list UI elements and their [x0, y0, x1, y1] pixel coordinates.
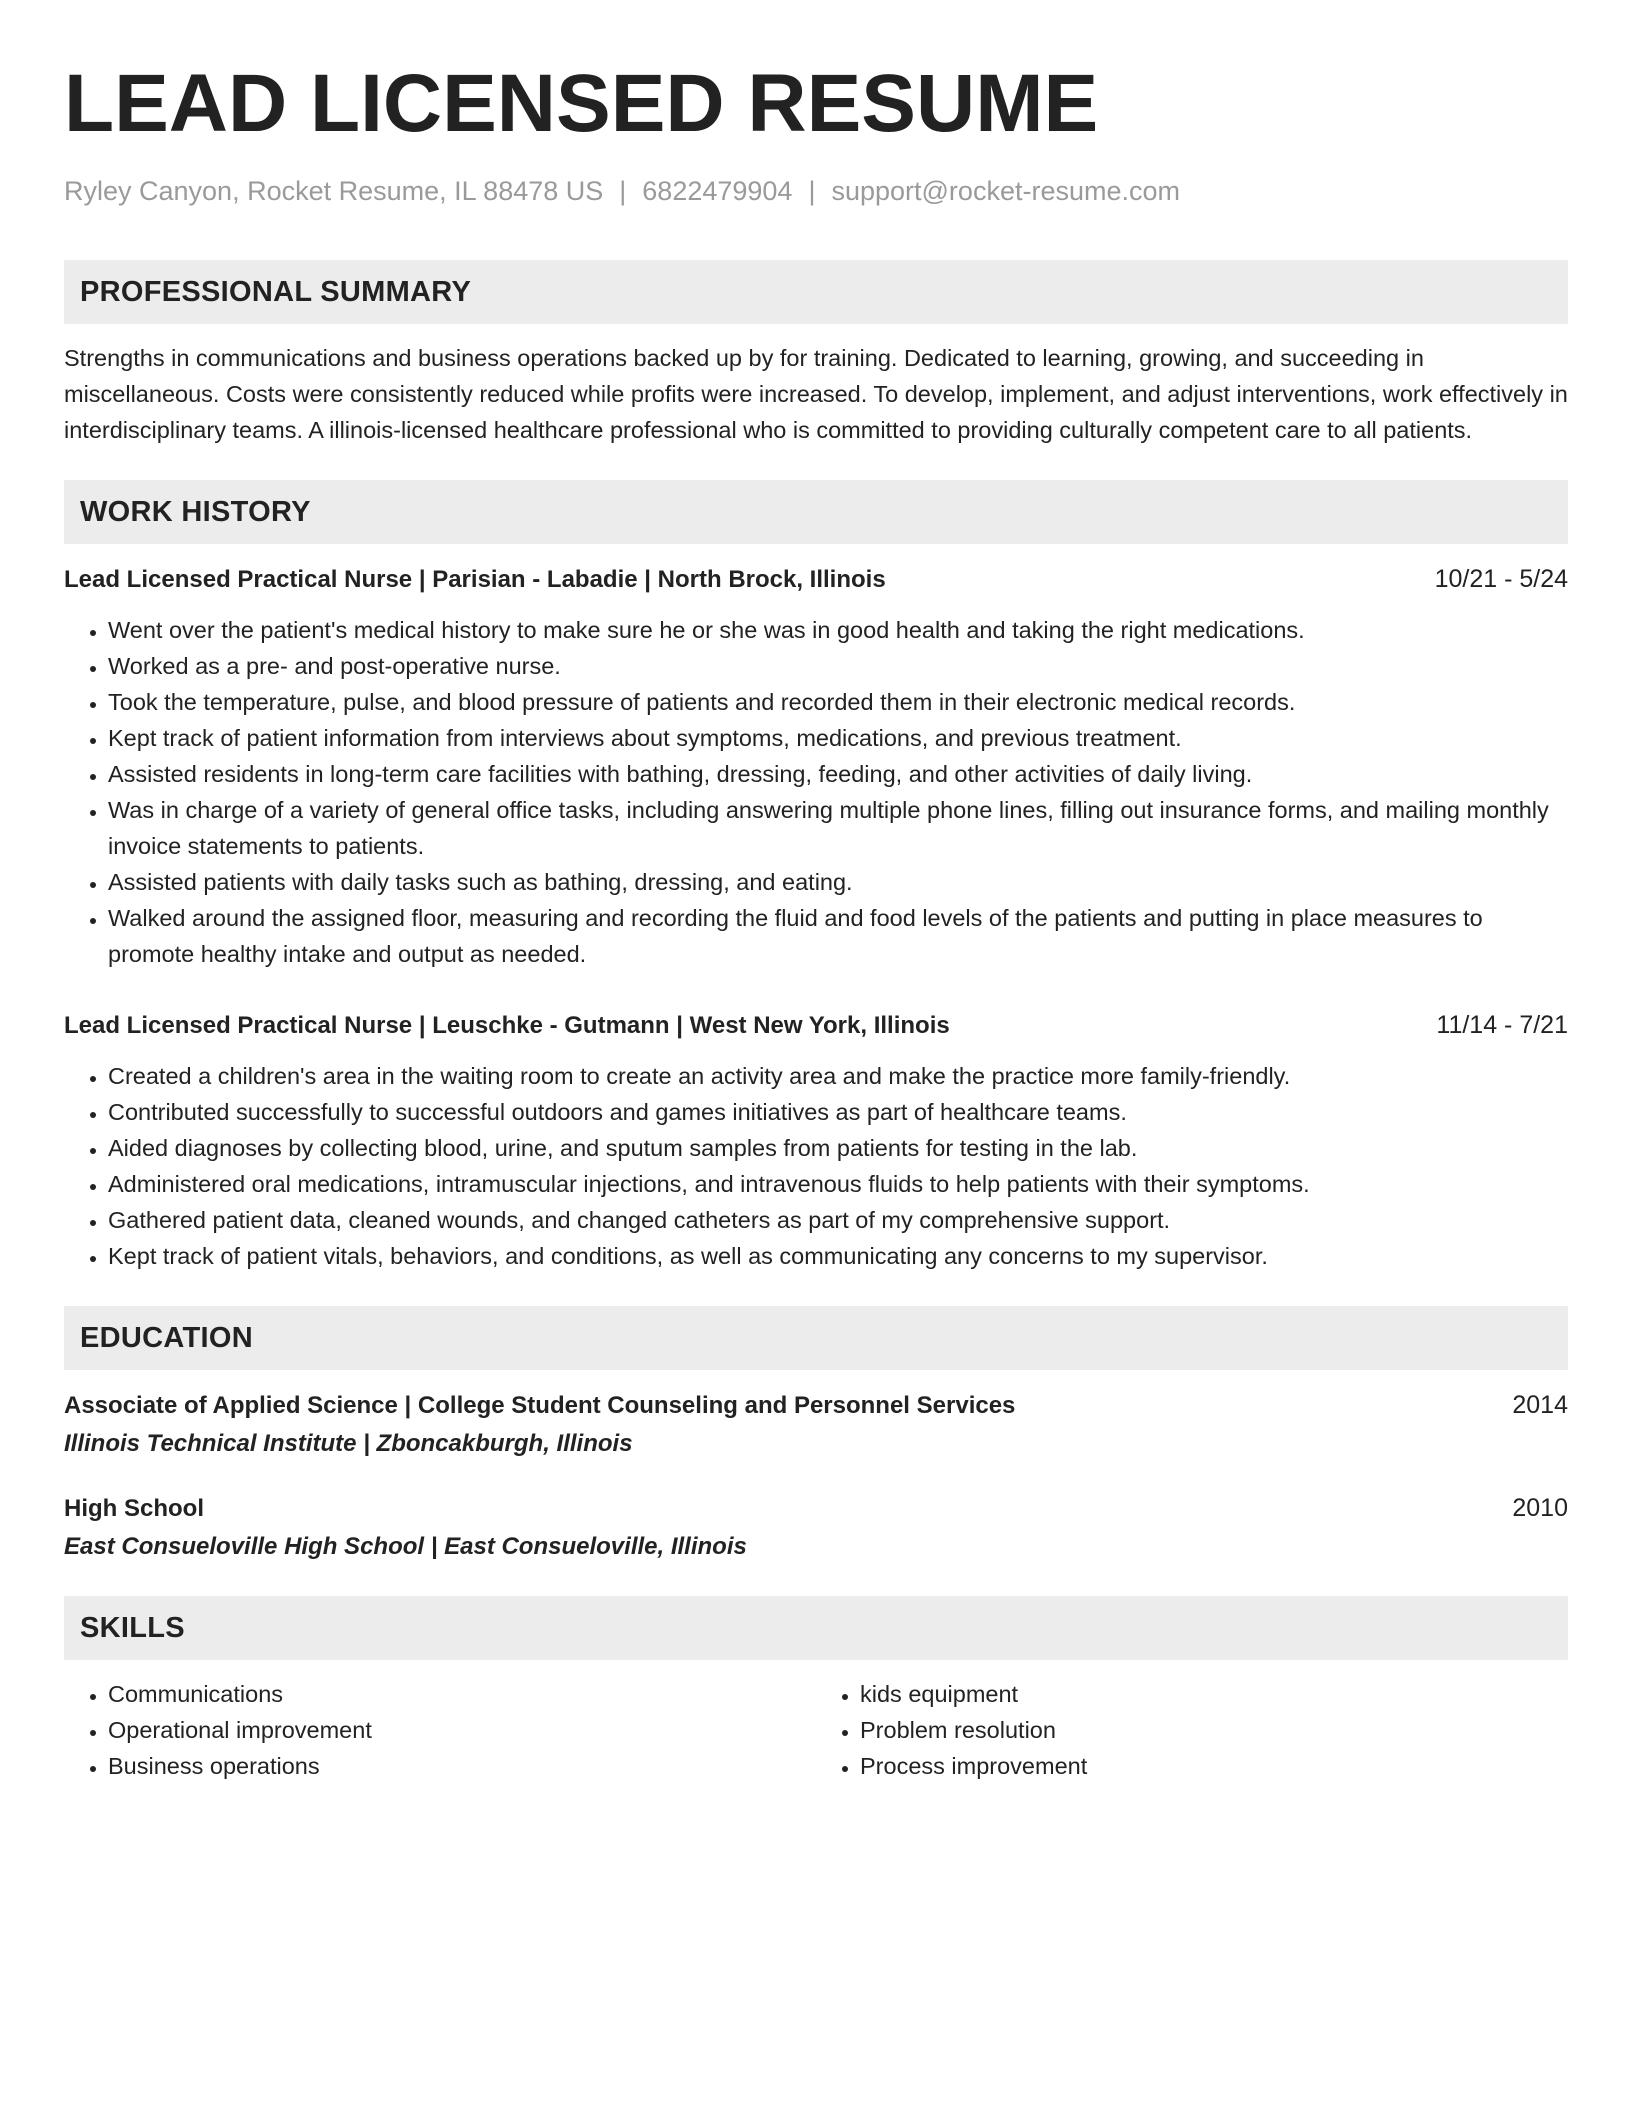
job-bullet: • Went over the patient's medical history to make sure he or she was in good health and taking the right medications. — [108, 612, 1568, 648]
job-bullet: • Created a children's area in the waiting room to create an activity area and make the practice more family-friendly. — [108, 1058, 1568, 1094]
resume-name: LEAD LICENSED RESUME — [64, 58, 1099, 149]
education-school: East Consueloville High School | East Consueloville, Illinois — [64, 1533, 747, 1560]
job-entry — [64, 1008, 1568, 1274]
education-header — [64, 1491, 1568, 1526]
skills-column-left — [64, 1676, 816, 1784]
job-bullet: • Kept track of patient information from interviews about symptoms, medications, and previous treatment. — [108, 720, 1568, 756]
skill-item: • Problem resolution — [860, 1712, 1568, 1748]
job-dates: 10/21 - 5/24 — [1434, 565, 1568, 593]
job-title: Lead Licensed Practical Nurse | Parisian - Labadie | North Brock, Illinois — [64, 566, 886, 593]
job-bullet: • Contributed successfully to successful outdoors and games initiatives as part of healthcare teams. — [108, 1094, 1568, 1130]
section-header-work-history: WORK HISTORY — [64, 480, 1568, 544]
skill-item: • Process improvement — [860, 1748, 1568, 1784]
job-bullets — [64, 612, 1568, 972]
contact-line — [64, 174, 1568, 208]
job-header — [64, 562, 1568, 597]
job-bullet: • Assisted residents in long-term care facilities with bathing, dressing, feeding, and other activities of daily living. — [108, 756, 1568, 792]
job-bullet: • Kept track of patient vitals, behaviors, and conditions, as well as communicating any concerns to my supervisor. — [108, 1238, 1568, 1274]
job-bullets — [64, 1058, 1568, 1274]
job-entry — [64, 562, 1568, 972]
job-bullet: • Administered oral medications, intramuscular injections, and intravenous fluids to help patients with their symptoms. — [108, 1166, 1568, 1202]
job-bullet: • Walked around the assigned floor, measuring and recording the fluid and food levels of the patients and putting in place measures to promote healthy intake and output as needed. — [108, 900, 1568, 972]
job-dates: 11/14 - 7/21 — [1436, 1011, 1568, 1039]
education-header — [64, 1388, 1568, 1423]
skill-item: • Operational improvement — [108, 1712, 816, 1748]
education-year: 2014 — [1512, 1391, 1568, 1419]
job-bullet: • Assisted patients with daily tasks such as bathing, dressing, and eating. — [108, 864, 1568, 900]
education-entry — [64, 1491, 1568, 1564]
job-bullet: • Worked as a pre- and post-operative nurse. — [108, 648, 1568, 684]
job-bullet: • Aided diagnoses by collecting blood, urine, and sputum samples from patients for testing in the lab. — [108, 1130, 1568, 1166]
job-title: Lead Licensed Practical Nurse | Leuschke - Gutmann | West New York, Illinois — [64, 1012, 950, 1039]
contact-separator: | — [619, 176, 627, 206]
contact-separator: | — [808, 176, 816, 206]
skill-item: • Business operations — [108, 1748, 816, 1784]
skills-column-right — [816, 1676, 1568, 1784]
summary-text: Strengths in communications and business operations backed up by for training. Dedicated to learning, growing, and succeeding in miscellaneous. Costs were consistently reduced while profits were increased. To develop, implement, and adjust interventions, work effectively in interdisciplinary teams. A illinois-licensed healthcare professional who is committed to providing culturally competent care to all patients. — [64, 345, 1568, 443]
skill-item: • Communications — [108, 1676, 816, 1712]
job-bullet: • Gathered patient data, cleaned wounds, and changed catheters as part of my comprehensive support. — [108, 1202, 1568, 1238]
education-year: 2010 — [1512, 1494, 1568, 1522]
job-bullet: • Took the temperature, pulse, and blood pressure of patients and recorded them in their electronic medical records. — [108, 684, 1568, 720]
skills-list — [64, 1676, 1568, 1784]
job-header — [64, 1008, 1568, 1043]
section-header-summary: PROFESSIONAL SUMMARY — [64, 260, 1568, 324]
skill-item: • kids equipment — [860, 1676, 1568, 1712]
contact-address: Ryley Canyon, Rocket Resume, IL 88478 US — [64, 176, 604, 206]
education-degree: Associate of Applied Science | College Student Counseling and Personnel Services — [64, 1392, 1016, 1419]
section-header-education: EDUCATION — [64, 1306, 1568, 1370]
job-bullet: • Was in charge of a variety of general office tasks, including answering multiple phone lines, filling out insurance forms, and mailing monthly invoice statements to patients. — [108, 792, 1568, 864]
education-entry — [64, 1388, 1568, 1461]
education-degree: High School — [64, 1495, 204, 1522]
section-header-skills: SKILLS — [64, 1596, 1568, 1660]
contact-phone: 6822479904 — [642, 176, 793, 206]
education-school: Illinois Technical Institute | Zboncakburgh, Illinois — [64, 1430, 633, 1457]
contact-email: support@rocket-resume.com — [831, 176, 1180, 206]
